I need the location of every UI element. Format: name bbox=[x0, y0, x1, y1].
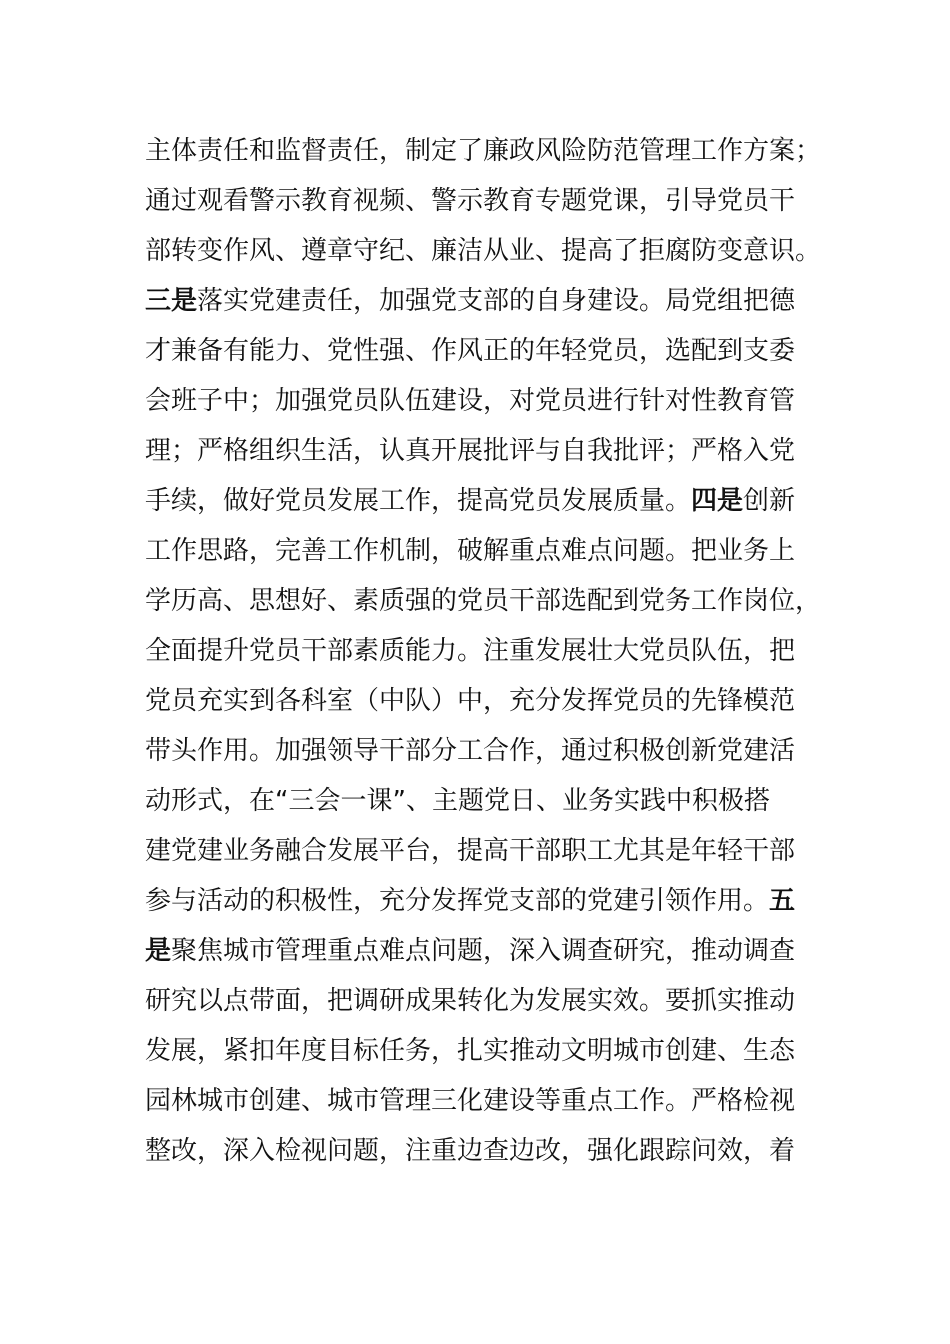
text-line bbox=[145, 1126, 825, 1176]
text-line bbox=[145, 476, 825, 526]
text-run: 全面提升党员干部素质能力。注重发展壮大党员队伍，把 bbox=[145, 636, 796, 666]
point-four-marker: 四是 bbox=[691, 486, 744, 516]
point-three-marker: 三是 bbox=[145, 286, 198, 316]
text-run: 党员充实到各科室（中队）中，充分发挥党员的先锋模范 bbox=[145, 686, 796, 716]
text-run: 手续，做好党员发展工作，提高党员发展质量。 bbox=[145, 486, 692, 516]
text-run: 研究以点带面，把调研成果转化为发展实效。要抓实推动 bbox=[145, 986, 796, 1016]
text-run: 会班子中；加强党员队伍建设，对党员进行针对性教育管 bbox=[145, 386, 796, 416]
text-run: 带头作用。加强领导干部分工合作，通过积极创新党建活 bbox=[145, 736, 796, 766]
text-run: 参与活动的积极性，充分发挥党支部的党建引领作用。 bbox=[145, 886, 770, 916]
text-line bbox=[145, 276, 825, 326]
text-line bbox=[145, 926, 825, 976]
text-run: 创新 bbox=[743, 486, 796, 516]
text-line bbox=[145, 576, 825, 626]
text-run: 建党建业务融合发展平台，提高干部职工尤其是年轻干部 bbox=[145, 836, 796, 866]
text-run: 部转变作风、遵章守纪、廉洁从业、提高了拒腐防变意识。 bbox=[145, 236, 822, 266]
text-line bbox=[145, 676, 825, 726]
text-line bbox=[145, 526, 825, 576]
text-line bbox=[145, 176, 825, 226]
text-run: 整改，深入检视问题，注重边查边改，强化跟踪问效，着 bbox=[145, 1136, 796, 1166]
text-run: 学历高、思想好、素质强的党员干部选配到党务工作岗位， bbox=[145, 586, 822, 616]
text-line bbox=[145, 726, 825, 776]
text-line bbox=[145, 776, 825, 826]
text-run: 动形式，在“三会一课”、主题党日、业务实践中积极搭 bbox=[145, 786, 770, 816]
text-run: 落实党建责任，加强党支部的自身建设。局党组把德 bbox=[197, 286, 796, 316]
text-line bbox=[145, 326, 825, 376]
body-text bbox=[145, 126, 825, 1176]
point-five-marker-start: 五 bbox=[769, 886, 796, 916]
text-run: 园林城市创建、城市管理三化建设等重点工作。严格检视 bbox=[145, 1086, 796, 1116]
text-line bbox=[145, 976, 825, 1026]
text-run: 聚焦城市管理重点难点问题，深入调查研究，推动调查 bbox=[171, 936, 796, 966]
text-line bbox=[145, 626, 825, 676]
text-line bbox=[145, 876, 825, 926]
text-run: 才兼备有能力、党性强、作风正的年轻党员，选配到支委 bbox=[145, 336, 796, 366]
text-line bbox=[145, 1026, 825, 1076]
text-run: 通过观看警示教育视频、警示教育专题党课，引导党员干 bbox=[145, 186, 796, 216]
text-line bbox=[145, 126, 825, 176]
text-line bbox=[145, 1076, 825, 1126]
point-five-marker-end: 是 bbox=[145, 936, 172, 966]
text-line bbox=[145, 376, 825, 426]
text-run: 主体责任和监督责任，制定了廉政风险防范管理工作方案； bbox=[145, 136, 822, 166]
text-run: 工作思路，完善工作机制，破解重点难点问题。把业务上 bbox=[145, 536, 796, 566]
text-run: 发展，紧扣年度目标任务，扎实推动文明城市创建、生态 bbox=[145, 1036, 796, 1066]
text-line bbox=[145, 826, 825, 876]
text-run: 理；严格组织生活，认真开展批评与自我批评；严格入党 bbox=[145, 436, 796, 466]
text-line bbox=[145, 226, 825, 276]
text-line bbox=[145, 426, 825, 476]
